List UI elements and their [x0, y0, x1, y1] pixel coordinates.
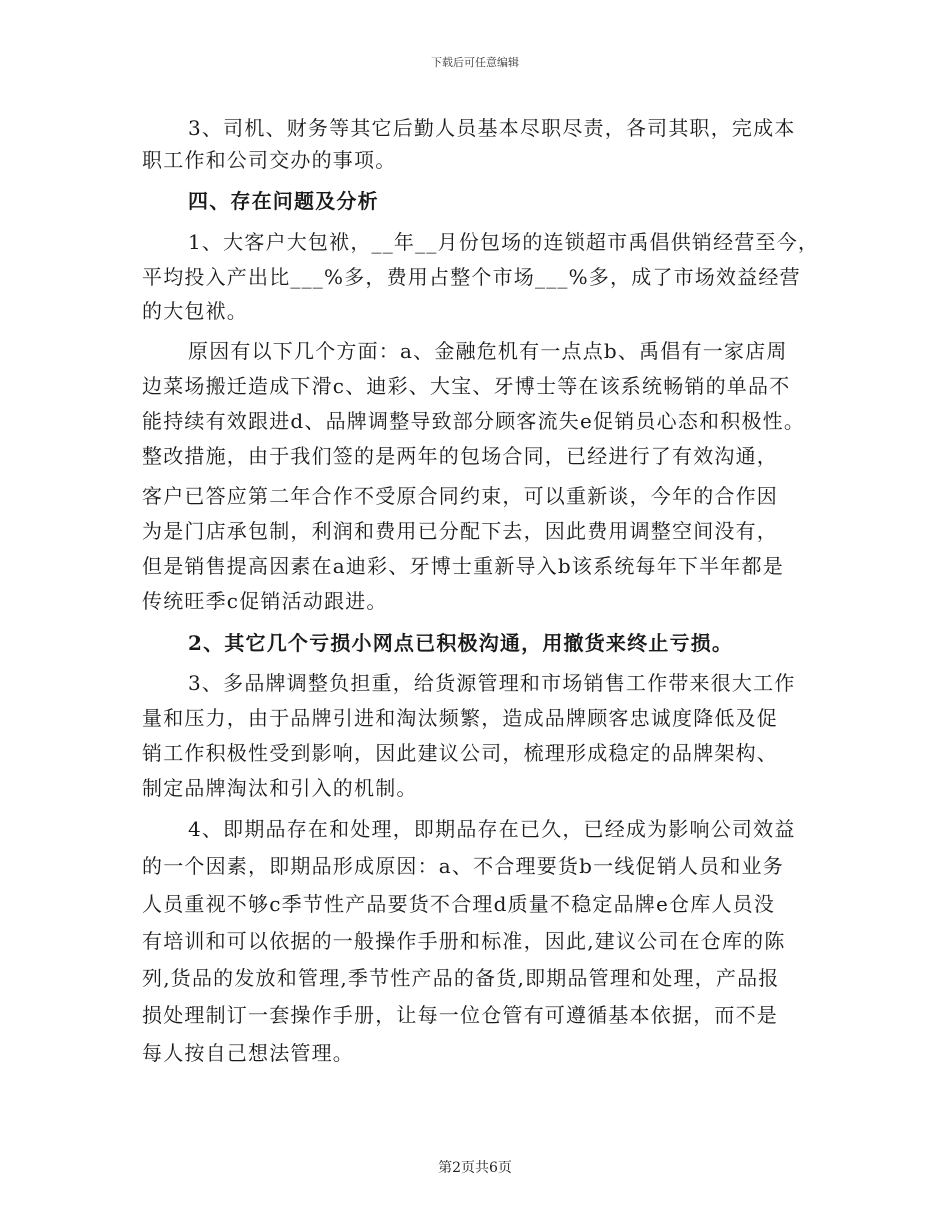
paragraph-line: 能持续有效跟进d、品牌调整导致部分顾客流失e促销员心态和积极性。 [142, 409, 806, 433]
paragraph-line: 3、司机、财务等其它后勤人员基本尽职尽责，各司其职，完成本 [188, 116, 796, 140]
paragraph-line: 每人按自己想法管理。 [142, 1041, 354, 1065]
paragraph-line: 1、大客户大包袱，__年__月份包场的连锁超市禹倡供销经营至今， [188, 230, 820, 254]
paragraph-line: 原因有以下几个方面：a、金融危机有一点点b、禹倡有一家店周 [188, 339, 788, 363]
paragraph-line: 销工作积极性受到影响，因此建议公司，梳理形成稳定的品牌架构、 [142, 741, 778, 765]
section-heading: 四、存在问题及分析 [188, 189, 379, 213]
paragraph-line: 制定品牌淘汰和引入的机制。 [142, 776, 418, 800]
paragraph-line: 列,货品的发放和管理,季节性产品的备货,即期品管理和处理，产品报 [142, 966, 780, 990]
page-header-note: 下载后可任意编辑 [431, 56, 519, 69]
paragraph-line: 有培训和可以依据的一般操作手册和标准，因此,建议公司在仓库的陈 [142, 929, 786, 953]
paragraph-line: 损处理制订一套操作手册，让每一位仓管有可遵循基本依据，而不是 [142, 1003, 778, 1027]
paragraph-line: 为是门店承包制，利润和费用已分配下去，因此费用调整空间没有， [142, 519, 778, 543]
paragraph-line: 整改措施，由于我们签的是两年的包场合同，已经进行了有效沟通， [142, 444, 778, 468]
paragraph-line: 的一个因素，即期品形成原因：a、不合理要货b一线促销人员和业务 [142, 854, 784, 878]
paragraph-line: 人员重视不够c季节性产品要货不合理d质量不稳定品牌e仓库人员没 [142, 892, 776, 916]
bold-paragraph-line: 2、其它几个亏损小网点已积极沟通，用撤货来终止亏损。 [188, 631, 734, 655]
paragraph-line: 边菜场搬迁造成下滑c、迪彩、大宝、牙博士等在该系统畅销的单品不 [142, 374, 791, 398]
paragraph-line: 平均投入产出比___%多，费用占整个市场___%多，成了市场效益经营 [142, 265, 801, 289]
paragraph-line: 量和压力，由于品牌引进和淘汰频繁，造成品牌顾客忠诚度降低及促 [142, 706, 778, 730]
paragraph-line: 职工作和公司交办的事项。 [142, 148, 397, 172]
paragraph-line: 传统旺季c促销活动跟进。 [142, 589, 388, 613]
paragraph-line: 客户已答应第二年合作不受原合同约束，可以重新谈，今年的合作因 [142, 484, 778, 508]
page-number: 第2页共6页 [438, 1160, 512, 1176]
paragraph-line: 但是销售提高因素在a迪彩、牙博士重新导入b该系统每年下半年都是 [142, 554, 784, 578]
paragraph-line: 4、即期品存在和处理，即期品存在已久，已经成为影响公司效益 [188, 817, 796, 841]
paragraph-line: 3、多品牌调整负担重，给货源管理和市场销售工作带来很大工作 [188, 671, 796, 695]
paragraph-line: 的大包袱。 [142, 299, 248, 323]
